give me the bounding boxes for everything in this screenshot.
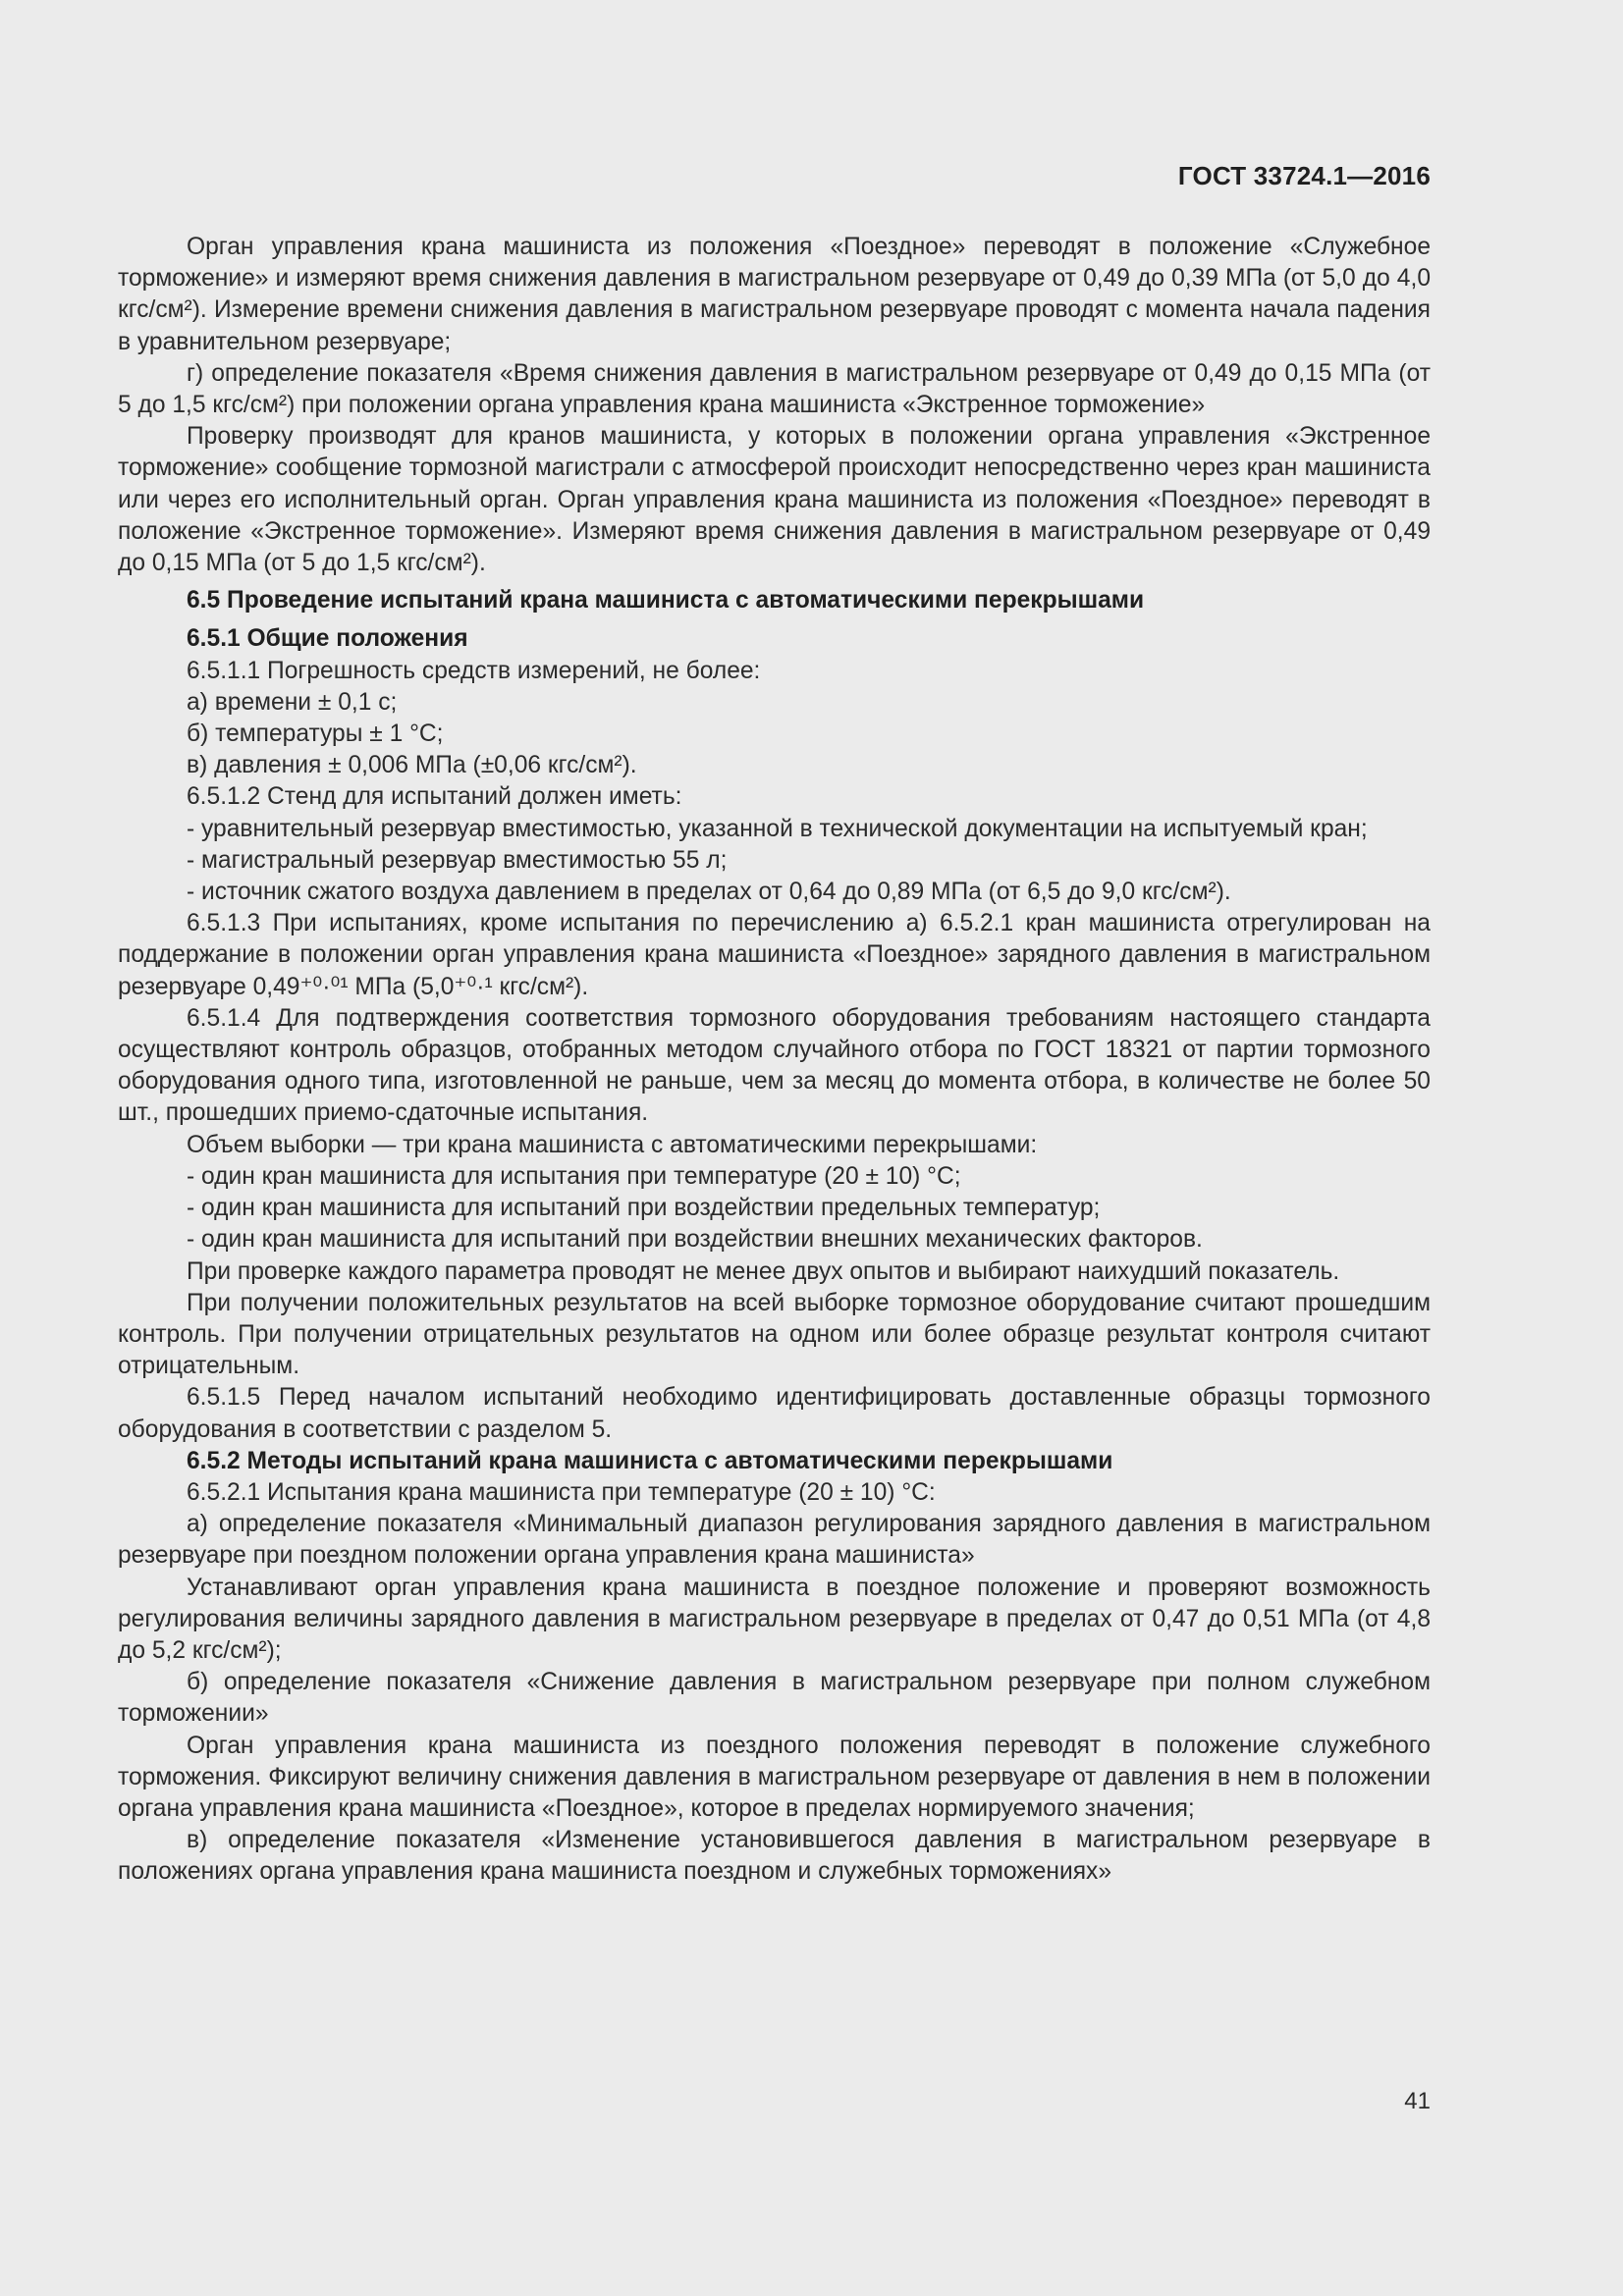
paragraph: 6.5.1.3 При испытаниях, кроме испытания по перечислению а) 6.5.2.1 кран машиниста отрегулирован на поддержание в положении орган управления крана машиниста «Поездное» зарядного давления в магистральном резервуаре 0,49⁺⁰·⁰¹ МПа (5,0⁺⁰·¹ кгс/см²). <box>118 910 1431 1000</box>
section-heading: 6.5 Проведение испытаний крана машиниста с автоматическими перекрышами <box>187 587 1145 614</box>
paragraph: Устанавливают орган управления крана машиниста в поездное положение и проверяют возможность регулирования величины зарядного давления в магистральном резервуаре в пределах от 0,47 до 0,51 МПа (от 4,8 до 5,2 кгс/см²); <box>118 1574 1431 1664</box>
subsection-heading: 6.5.2 Методы испытаний крана машиниста с автоматическими перекрышами <box>187 1447 1113 1474</box>
standard-header: ГОСТ 33724.1—2016 <box>1177 161 1431 190</box>
paragraph: 6.5.1.1 Погрешность средств измерений, не более: <box>187 657 761 684</box>
page-number: 41 <box>1404 2088 1431 2114</box>
document-body <box>118 232 1431 1889</box>
paragraph: г) определение показателя «Время снижения давления в магистральном резервуаре от 0,49 до 0,15 МПа (от 5 до 1,5 кгс/см²) при положении органа управления крана машиниста «Экстренное торможение» <box>118 359 1431 419</box>
paragraph: 6.5.2.1 Испытания крана машиниста при температуре (20 ± 10) °С: <box>187 1478 936 1506</box>
paragraph: Объем выборки — три крана машиниста с автоматическими перекрышами: <box>187 1131 1038 1158</box>
paragraph: Проверку производят для кранов машиниста, у которых в положении органа управления «Экстренное торможение» сообщение тормозной магистрали с атмосферой происходит непосредственно через кран машиниста или через его исполнительный орган. Орган управления крана машиниста из положения «Поездное» переводят в положение «Экстренное торможение». Измеряют время снижения давления в магистральном резервуаре от 0,49 до 0,15 МПа (от 5 до 1,5 кгс/см²). <box>118 423 1431 577</box>
paragraph: Орган управления крана машиниста из поездного положения переводят в положение служебного торможения. Фиксируют величину снижения давления в магистральном резервуаре от давления в нем в положении органа управления крана машиниста «Поездное», которое в пределах нормируемого значения; <box>118 1732 1431 1822</box>
list-item: а) времени ± 0,1 с; <box>187 688 398 716</box>
list-item: - источник сжатого воздуха давлением в пределах от 0,64 до 0,89 МПа (от 6,5 до 9,0 кгс/см²). <box>187 879 1231 906</box>
list-item: - один кран машиниста для испытаний при воздействии внешних механических факторов. <box>187 1226 1203 1254</box>
paragraph: При проверке каждого параметра проводят не менее двух опытов и выбирают наихудший показатель. <box>187 1257 1340 1285</box>
list-item: - уравнительный резервуар вместимостью, указанной в технической документации на испытуемый кран; <box>187 815 1368 842</box>
list-item: а) определение показателя «Минимальный диапазон регулирования зарядного давления в магистральном резервуаре при поездном положении органа управления крана машиниста» <box>118 1511 1431 1570</box>
paragraph: 6.5.1.2 Стенд для испытаний должен иметь: <box>187 783 682 811</box>
subsection-heading: 6.5.1 Общие положения <box>187 625 468 653</box>
list-item: б) определение показателя «Снижение давления в магистральном резервуаре при полном служебном торможении» <box>118 1669 1431 1728</box>
paragraph: 6.5.1.5 Перед началом испытаний необходимо идентифицировать доставленные образцы тормозного оборудования в соответствии с разделом 5. <box>118 1384 1431 1443</box>
paragraph: 6.5.1.4 Для подтверждения соответствия тормозного оборудования требованиям настоящего стандарта осуществляют контроль образцов, отобранных методом случайного отбора по ГОСТ 18321 от партии тормозного оборудования одного типа, изготовленной не раньше, чем за месяц до момента отбора, в количестве не более 50 шт., прошедших приемо-сдаточные испытания. <box>118 1004 1431 1127</box>
list-item: - один кран машиниста для испытания при температуре (20 ± 10) °С; <box>187 1162 961 1190</box>
paragraph: Орган управления крана машиниста из положения «Поездное» переводят в положение «Служебное торможение» и измеряют время снижения давления в магистральном резервуаре от 0,49 до 0,39 МПа (от 5,0 до 4,0 кгс/см²). Измерение времени снижения давления в магистральном резервуаре проводят с момента начала падения в уравнительном резервуаре; <box>118 234 1431 355</box>
list-item: б) температуры ± 1 °С; <box>187 721 444 748</box>
list-item: - один кран машиниста для испытаний при воздействии предельных температур; <box>187 1195 1101 1222</box>
list-item: в) определение показателя «Изменение установившегося давления в магистральном резервуаре в положениях органа управления крана машиниста поездном и служебных торможениях» <box>118 1827 1431 1886</box>
list-item: в) давления ± 0,006 МПа (±0,06 кгс/см²). <box>187 752 637 779</box>
paragraph: При получении положительных результатов на всей выборке тормозное оборудование считают прошедшим контроль. При получении отрицательных результатов на одном или более образце результат контроля считают отрицательным. <box>118 1289 1431 1380</box>
list-item: - магистральный резервуар вместимостью 55 л; <box>187 846 728 874</box>
